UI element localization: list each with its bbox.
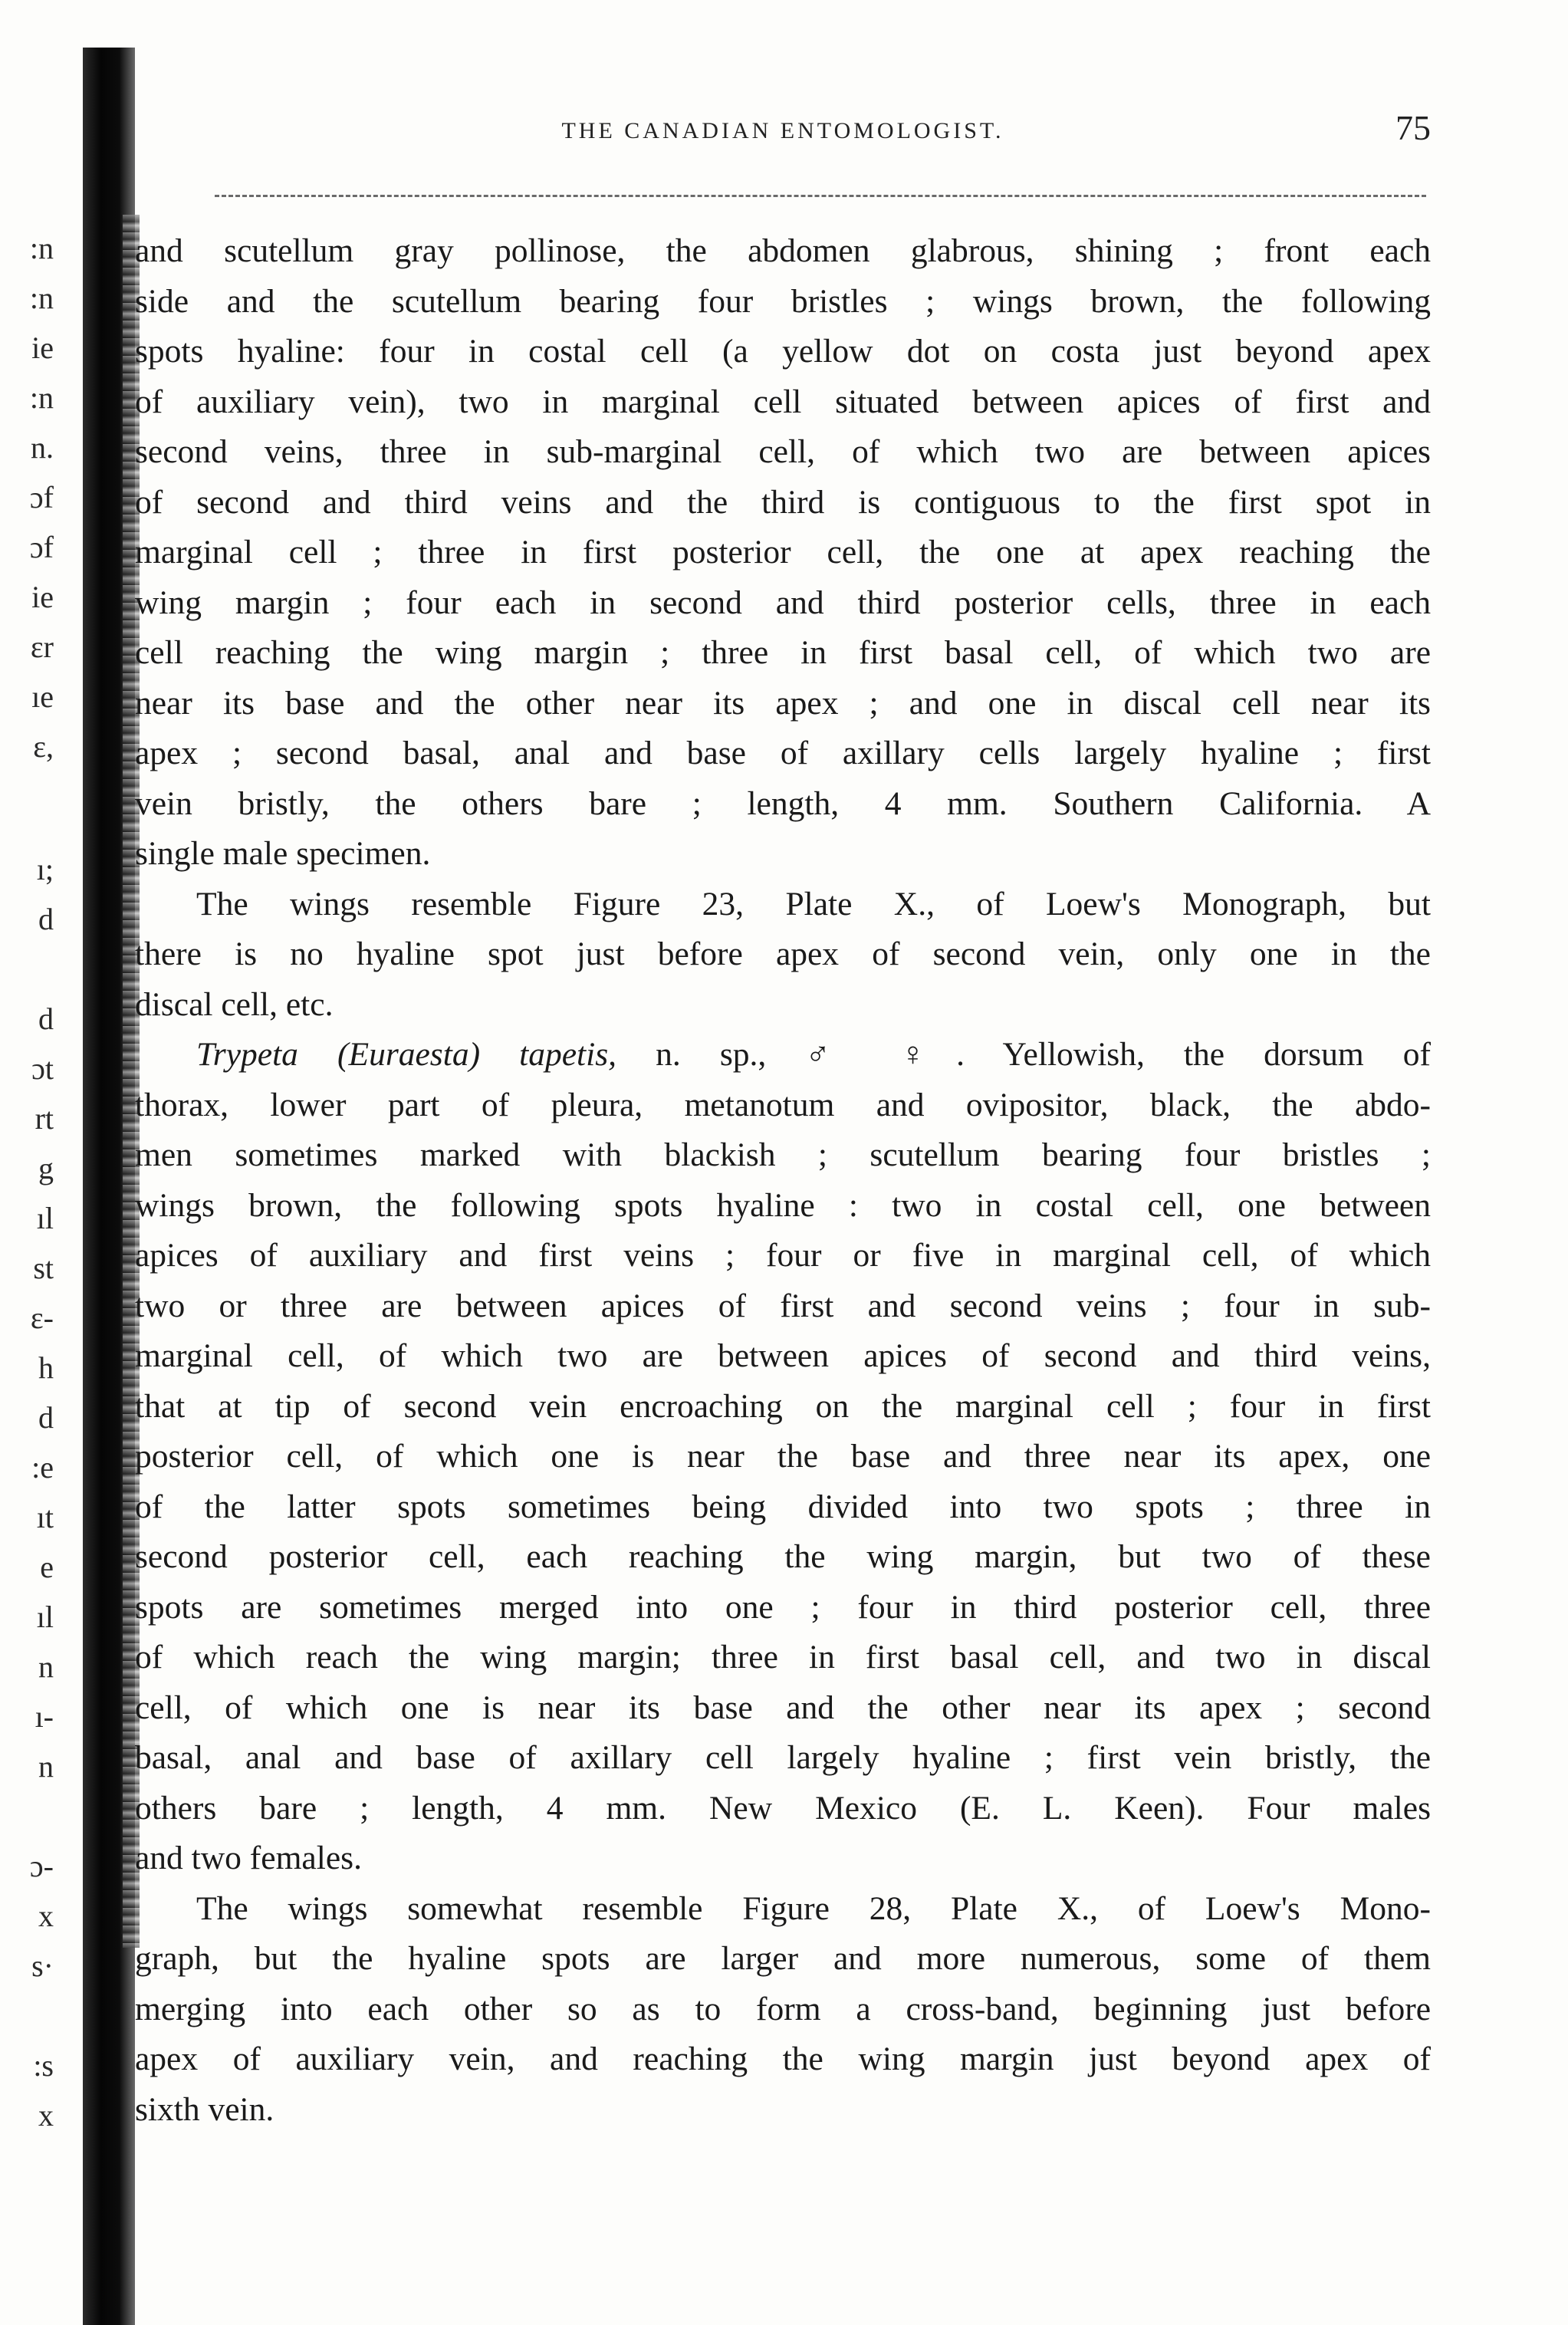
- paragraph-wing-comparison-2: [135, 1884, 1431, 2136]
- page-header: [135, 107, 1431, 153]
- species-name: Trypeta (Euraesta) tapetis,: [196, 1036, 617, 1073]
- paragraph-description-continued: [135, 226, 1431, 880]
- margin-fragment: x: [38, 2098, 54, 2133]
- margin-fragment: ı-: [35, 1699, 54, 1734]
- margin-fragment: st: [33, 1251, 54, 1285]
- margin-fragment: ɔ-: [29, 1849, 54, 1883]
- text-line: that at tip of second vein encroaching on the marginal cell ; four in first: [135, 1387, 1431, 1425]
- margin-fragment: x: [38, 1899, 54, 1933]
- margin-fragment: g: [38, 1151, 54, 1186]
- text-line: The wings resemble Figure 23, Plate X., of Loew's Monograph, but: [196, 885, 1431, 922]
- text-line: vein bristly, the others bare ; length, 4 mm. Southern California. A: [135, 784, 1431, 822]
- facing-page-margin: [0, 0, 77, 2325]
- header-rule: [215, 195, 1426, 197]
- margin-fragment: ıe: [31, 679, 54, 714]
- margin-fragment: n: [38, 1649, 54, 1684]
- margin-fragment: n: [38, 1749, 54, 1784]
- margin-fragment: ɛr: [30, 630, 54, 664]
- page-number: 75: [1395, 108, 1431, 147]
- margin-fragment: :n: [29, 380, 54, 415]
- margin-fragment: ie: [31, 330, 54, 365]
- margin-fragment: rt: [35, 1101, 54, 1136]
- text-line: of which reach the wing margin; three in first basal cell, and two in discal: [135, 1639, 1431, 1676]
- margin-fragment: ie: [31, 580, 54, 614]
- margin-fragment: ɛ-: [30, 1301, 54, 1335]
- running-title: THE CANADIAN ENTOMOLOGIST.: [561, 118, 1004, 143]
- text-line: wing margin ; four each in second and third posterior cells, three in each: [135, 584, 1431, 621]
- margin-fragment: d: [38, 1001, 54, 1036]
- text-line: of second and third veins and the third is contiguous to the first spot in: [135, 483, 1431, 521]
- margin-fragment: d: [38, 1400, 54, 1435]
- text-line: cell, of which one is near its base and the other near its apex ; second: [135, 1689, 1431, 1726]
- margin-fragment: :s: [33, 2048, 54, 2083]
- paragraph-wing-comparison-1: [135, 880, 1431, 1031]
- margin-fragment: ɔf: [29, 530, 54, 564]
- text-line: merging into each other so as to form a cross-band, beginning just before: [135, 1990, 1431, 2027]
- text-line: second posterior cell, each reaching the wing margin, but two of these: [135, 1538, 1431, 1575]
- margin-fragment: d: [38, 902, 54, 936]
- text-line: two or three are between apices of first and second veins ; four in sub-: [135, 1287, 1431, 1324]
- species-heading-rest: n. sp., ♂ ♀. Yellowish, the dorsum of: [656, 1036, 1431, 1073]
- text-line: of the latter spots sometimes being divided into two spots ; three in: [135, 1488, 1431, 1525]
- text-line: near its base and the other near its apex ; and one in discal cell near its: [135, 684, 1431, 722]
- text-line: single male specimen.: [135, 835, 431, 872]
- text-line: there is no hyaline spot just before apex of second vein, only one in the: [135, 936, 1431, 972]
- margin-fragment: :e: [31, 1450, 54, 1485]
- text-line: apex ; second basal, anal and base of axillary cells largely hyaline ; first: [135, 735, 1431, 771]
- margin-fragment: ɔt: [31, 1051, 54, 1086]
- margin-fragment: ɛ,: [33, 729, 54, 764]
- text-line: of auxiliary vein), two in marginal cell situated between apices of first and: [135, 383, 1431, 420]
- text-line: apices of auxiliary and first veins ; four or five in marginal cell, of which: [135, 1237, 1431, 1274]
- paragraph-species-tapetis: [135, 1030, 1431, 1884]
- text-line: graph, but the hyaline spots are larger and more numerous, some of them: [135, 1940, 1431, 1977]
- text-line: basal, anal and base of axillary cell largely hyaline ; first vein bristly, the: [135, 1739, 1431, 1776]
- margin-fragment: :n: [29, 281, 54, 315]
- article-body: [135, 226, 1431, 2135]
- text-line: side and the scutellum bearing four bristles ; wings brown, the following: [135, 282, 1431, 320]
- text-line: marginal cell, of which two are between apices of second and third veins,: [135, 1337, 1431, 1374]
- margin-fragment: e: [40, 1550, 54, 1584]
- text-line: and scutellum gray pollinose, the abdomen glabrous, shining ; front each: [135, 232, 1431, 269]
- margin-fragment: ɔf: [29, 480, 54, 515]
- margin-fragment: ıt: [36, 1500, 54, 1534]
- text-line: wings brown, the following spots hyaline : two in costal cell, one between: [135, 1186, 1431, 1224]
- margin-fragment: s·: [31, 1948, 54, 1983]
- species-heading-line: [135, 1030, 1431, 1080]
- text-line: cell reaching the wing margin ; three in first basal cell, of which two are: [135, 634, 1431, 671]
- margin-fragment: h: [38, 1350, 54, 1385]
- text-line: others bare ; length, 4 mm. New Mexico (E. L. Keen). Four males: [135, 1789, 1431, 1827]
- margin-fragment: ıl: [36, 1600, 54, 1634]
- text-line: posterior cell, of which one is near the base and three near its apex, one: [135, 1438, 1431, 1475]
- text-line: and two females.: [135, 1840, 362, 1876]
- text-line: men sometimes marked with blackish ; scutellum bearing four bristles ;: [135, 1136, 1431, 1173]
- text-line: marginal cell ; three in first posterior cell, the one at apex reaching the: [135, 534, 1431, 571]
- text-line: spots hyaline: four in costal cell (a yellow dot on costa just beyond apex: [135, 333, 1431, 370]
- text-line: spots are sometimes merged into one ; four in third posterior cell, three: [135, 1588, 1431, 1626]
- text-line: sixth vein.: [135, 2090, 274, 2128]
- margin-fragment: ıl: [36, 1201, 54, 1235]
- margin-fragment: ı;: [36, 852, 54, 886]
- text-line: apex of auxiliary vein, and reaching the wing margin just beyond apex of: [135, 2041, 1431, 2077]
- text-line: second veins, three in sub-marginal cell, of which two are between apices: [135, 433, 1431, 470]
- margin-fragment: n.: [31, 430, 54, 465]
- text-line: thorax, lower part of pleura, metanotum and ovipositor, black, the abdo-: [135, 1086, 1431, 1123]
- margin-fragment: :n: [29, 231, 54, 265]
- text-line: The wings somewhat resemble Figure 28, Plate X., of Loew's Mono-: [196, 1889, 1431, 1927]
- text-line: discal cell, etc.: [135, 985, 334, 1023]
